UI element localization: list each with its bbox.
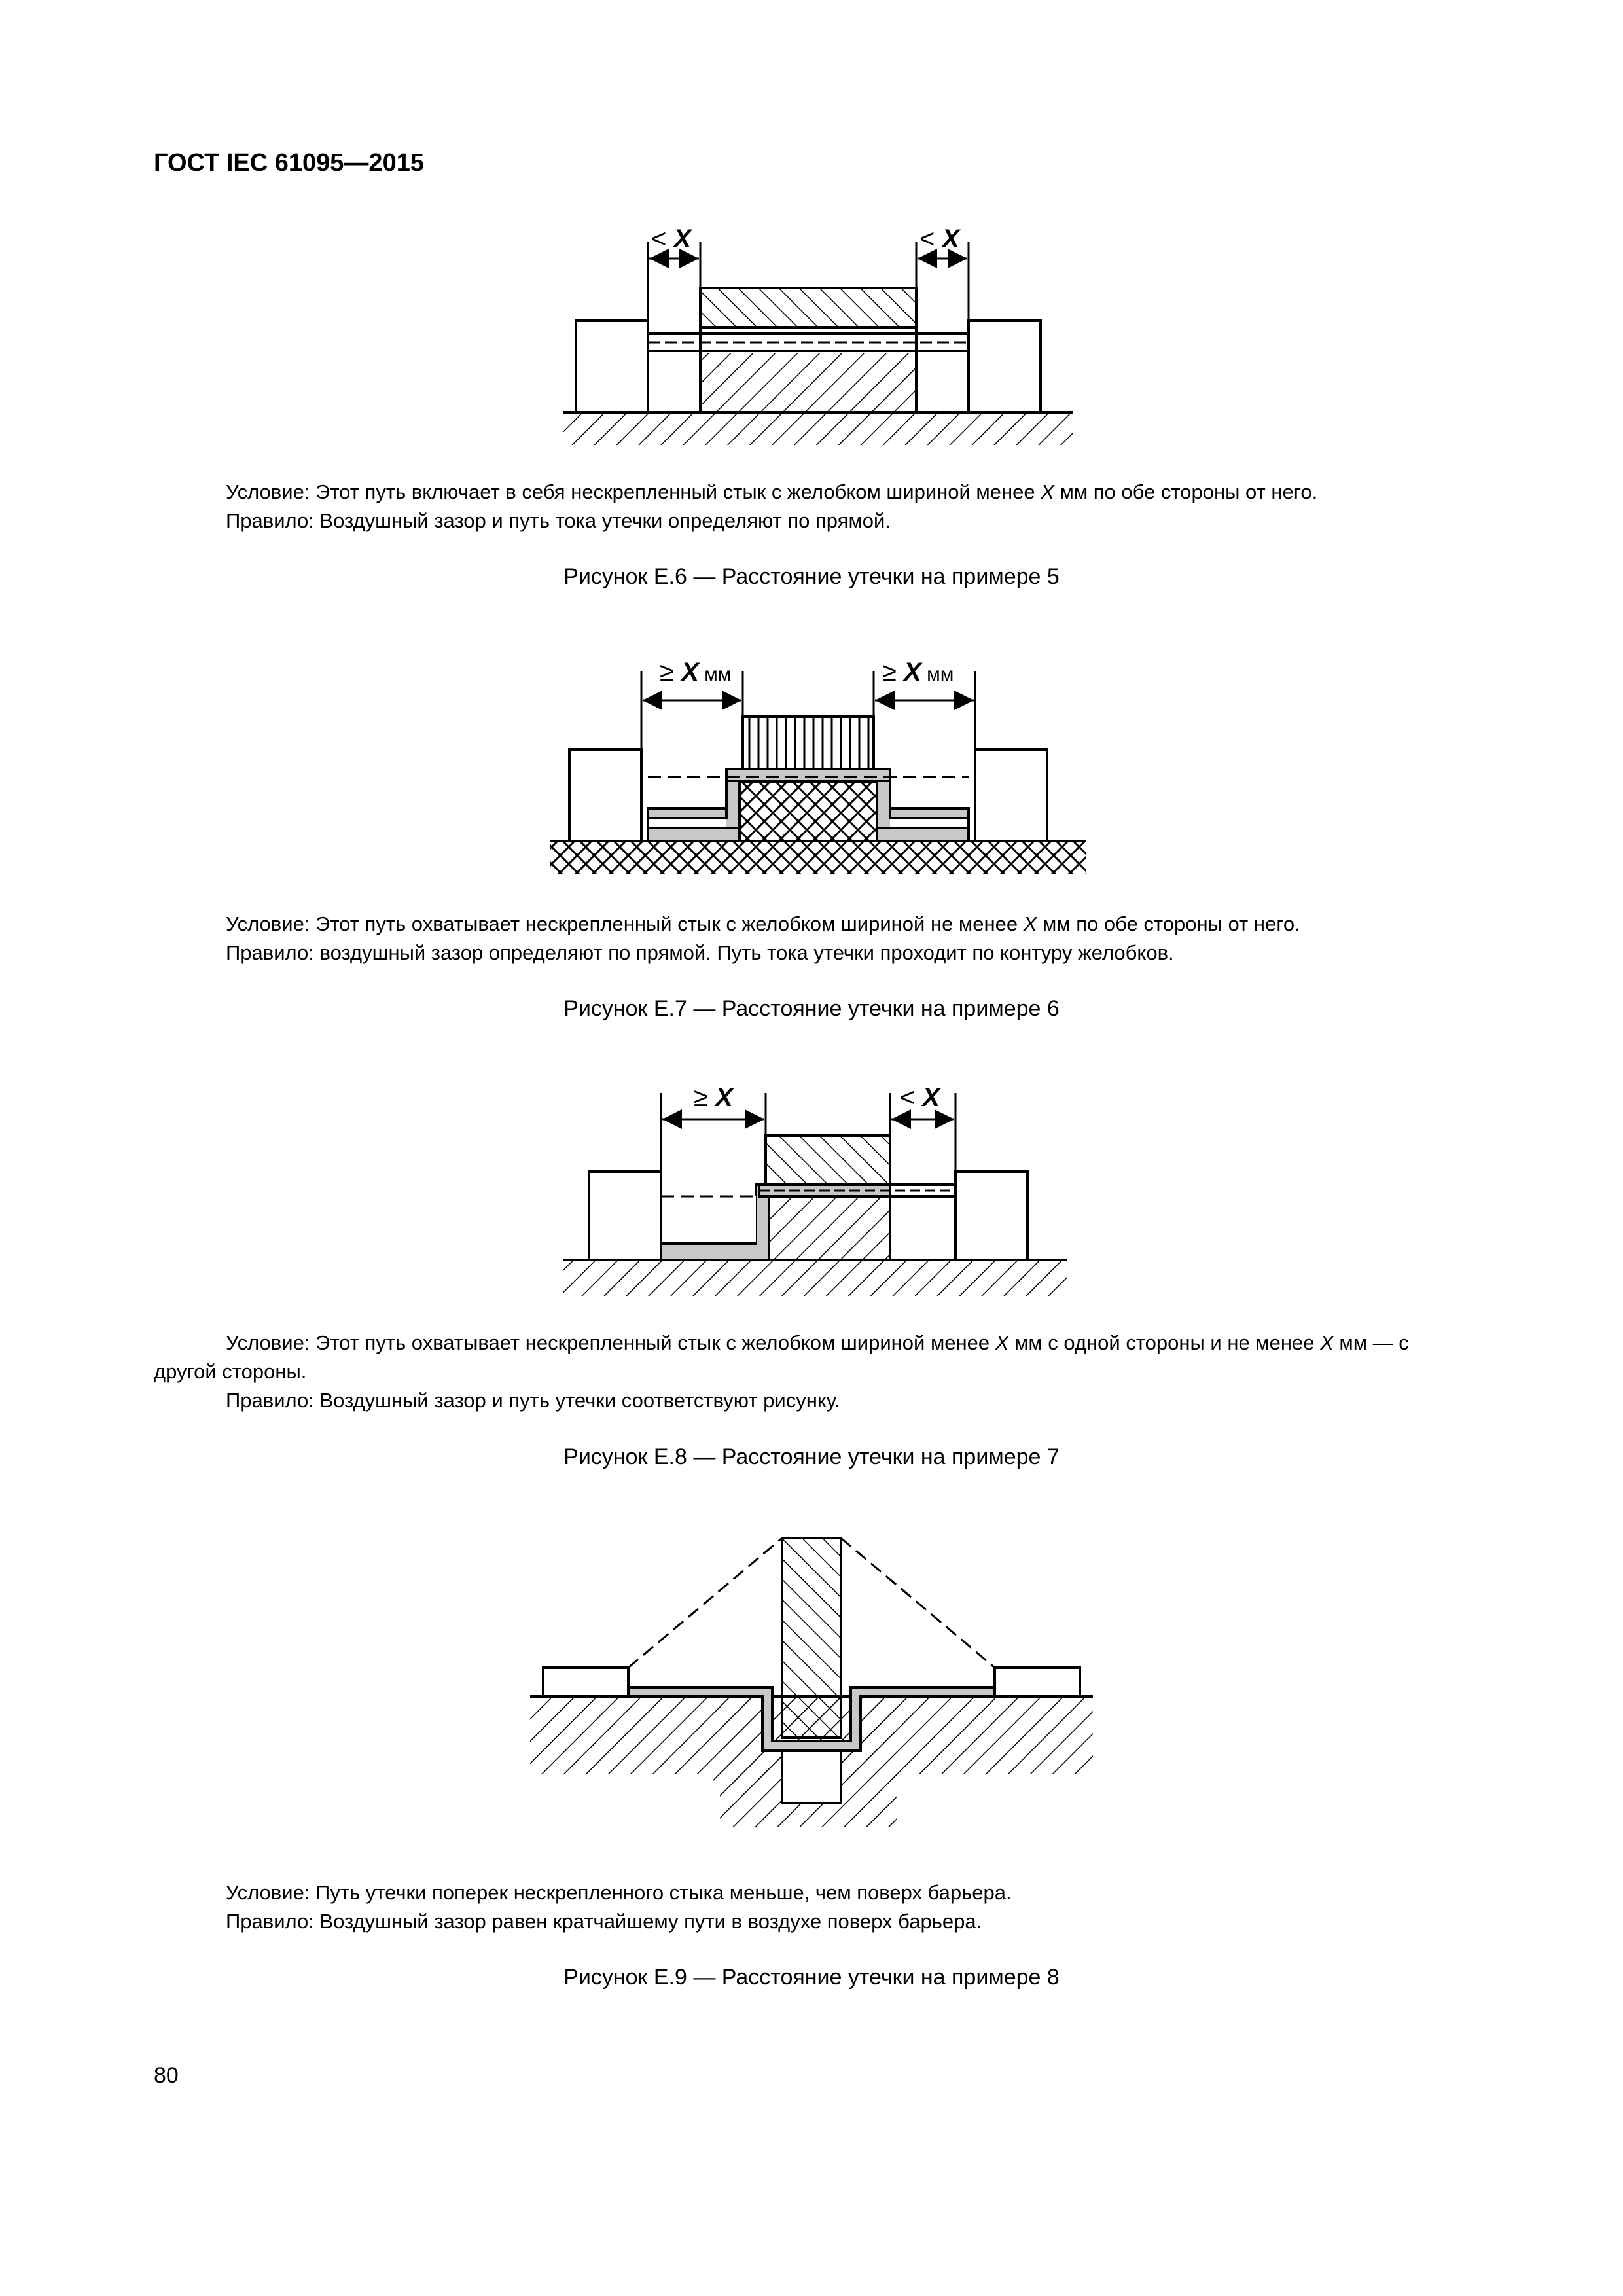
rule-text: Правило: Воздушный зазор равен кратчайшему пути в воздухе поверх барьера. — [226, 1910, 982, 1933]
figure-e7-drawing — [543, 651, 1093, 900]
rule-text: Правило: воздушный зазор определяют по прямой. Путь тока утечки проходит по контуру желобков. — [226, 941, 1174, 964]
condition-text: Условие: Этот путь охватывает нескрепленный стык с желобком шириной не менее X мм по обе стороны от него. — [226, 912, 1300, 935]
condition-text: Условие: Этот путь включает в себя нескрепленный стык с желобком шириной менее X мм по обе стороны от него. — [226, 480, 1318, 503]
figure-e9-title: Рисунок E.9 — Расстояние утечки на примере 8 — [563, 1965, 1060, 1990]
figure-e8-caption — [154, 1329, 1469, 1415]
figure-e8-drawing — [556, 1077, 1073, 1325]
figure-e9-caption — [154, 1878, 1469, 1936]
rule-text: Правило: Воздушный зазор и путь утечки соответствуют рисунку. — [226, 1389, 840, 1412]
dim-label-left: ≥ X — [694, 1083, 733, 1112]
figure-e7-title: Рисунок E.7 — Расстояние утечки на примере 6 — [563, 996, 1060, 1021]
figure-e6-title: Рисунок E.6 — Расстояние утечки на примере 5 — [563, 564, 1060, 589]
dim-label-right: < X — [919, 224, 960, 253]
dim-label-right: < X — [900, 1083, 940, 1112]
dim-label-right: ≥ X мм — [882, 658, 954, 687]
page-number: 80 — [154, 2063, 179, 2088]
condition-text: Условие: Путь утечки поперек нескрепленного стыка меньше, чем поверх барьера. — [226, 1881, 1012, 1904]
figure-e6-caption — [154, 478, 1469, 535]
dim-label-left: ≥ X мм — [660, 658, 732, 687]
document-header: ГОСТ IEC 61095—2015 — [154, 149, 424, 177]
figure-e9-drawing — [524, 1525, 1099, 1833]
figure-e8-title: Рисунок E.8 — Расстояние утечки на примере 7 — [563, 1444, 1060, 1469]
rule-text: Правило: Воздушный зазор и путь тока утечки определяют по прямой. — [226, 509, 891, 532]
dim-label-left: < X — [651, 224, 692, 253]
condition-text: Условие: Этот путь охватывает нескрепленный стык с желобком шириной менее X мм с одной стороны и не менее X мм — с другой стороны. — [154, 1331, 1409, 1383]
figure-e7-caption — [154, 910, 1469, 967]
figure-e6-drawing — [550, 223, 1086, 458]
